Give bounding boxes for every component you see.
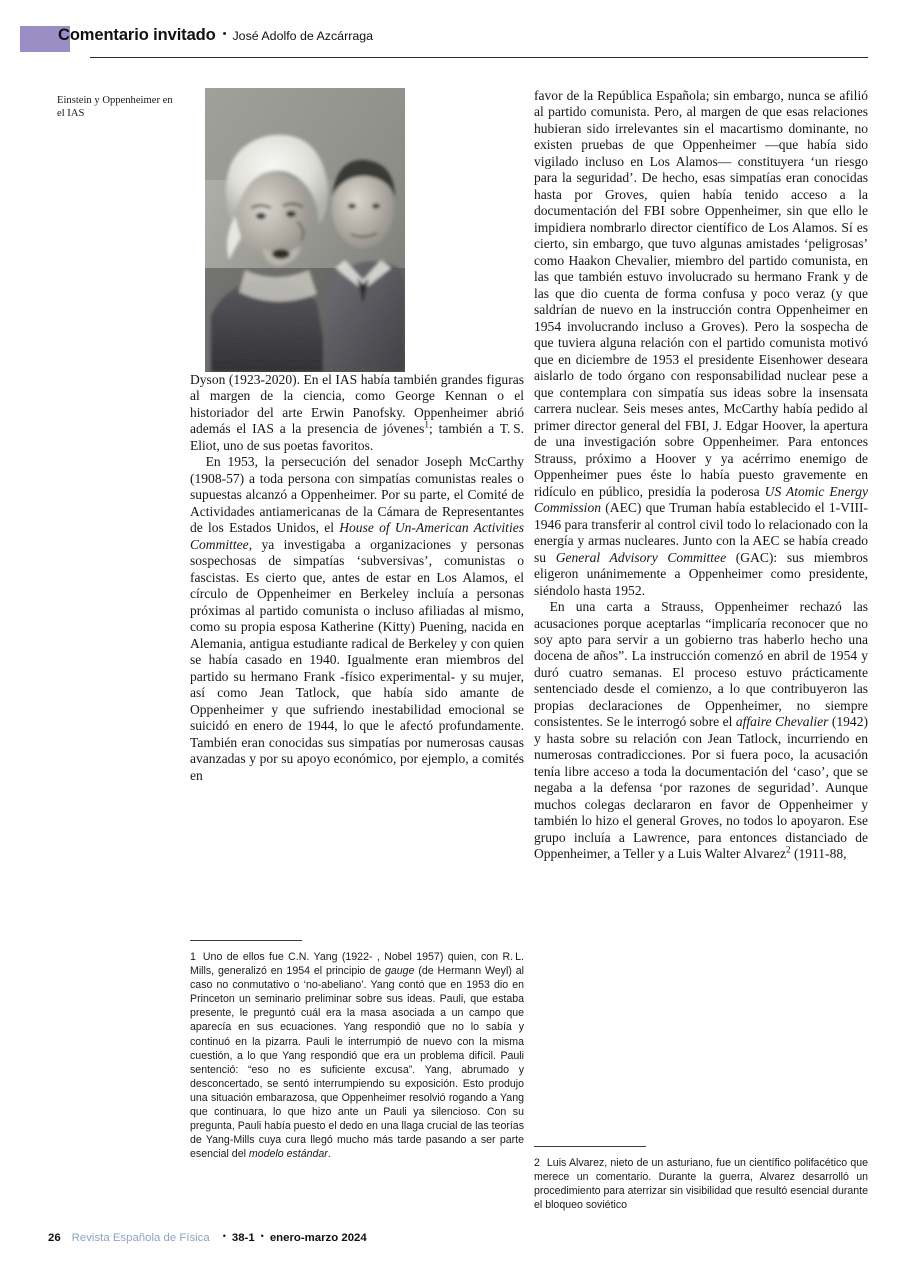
header-text-group — [58, 26, 373, 52]
right-column-body — [534, 88, 868, 863]
journal-name: Revista Española de Física — [71, 1232, 210, 1244]
page-header — [20, 26, 868, 60]
footer-bullet-icon-2: • — [260, 1231, 264, 1241]
footnote-block-right — [534, 1146, 868, 1212]
footer-bullet-icon-1: • — [222, 1231, 226, 1241]
footnote-paragraph: 1 Uno de ellos fue C.N. Yang (1922- , Nobel 1957) quien, con R. L. Mills, generalizó en 1954 el principio de gauge (de Hermann Weyl) al caso no conmutativo o ‘no-abeliano’. Yang contó que en 1953 dio en Princeton un seminario preliminar sobre sus ideas. Pauli, que estaba presente, le preguntó cuál era la masa asociada a un campo que aparecía en sus ecuaciones. Yang respondió que no lo sabía y continuó en la pizarra. Pauli le interrumpió de nuevo con la misma cuestión, a lo que Yang respondió que era un problema difícil. Pauli sentenció: “eso no es suficiente excusa”. Yang, abrumado y desconcertado, se sentó interrumpiendo su exposición. Esto produjo una situación embarazosa, que Oppenheimer resolvió rogando a Yang que continuara, lo que hizo ante un Pauli ya silencioso. Con su pregunta, Pauli había puesto el dedo en una llaga crucial de las teorías de Yang-Mills cuya cura llegó mucho más tarde pasando a ser parte esencial del modelo estándar. — [190, 951, 524, 1161]
section-label: Comentario invitado — [58, 26, 216, 44]
footnote-text-right — [534, 1156, 868, 1212]
figure-caption: Einstein y Oppenheimer en el IAS — [57, 95, 173, 119]
header-divider — [90, 57, 868, 58]
paragraph: Dyson (1923-2020). En el IAS había también grandes figuras al margen de la ciencia, como George Kennan o el historiador del arte Erwin Panofsky. Oppenheimer abrió además el IAS a la presencia de jóvenes$^1$; también a T. S. Eliot, uno de sus poetas favoritos. — [190, 372, 524, 453]
footnote-text-left — [190, 950, 524, 1161]
footnote-divider-right — [534, 1146, 646, 1147]
footnote-number: 2 — [534, 1157, 540, 1169]
footnote-number: 1 — [190, 951, 196, 963]
header-bullet-icon: • — [222, 28, 227, 40]
paragraph: favor de la República Española; sin embargo, nunca se afilió al partido comunista. Pero, al margen de que esas relaciones hubieran sido irrelevantes sin el macartismo dominante, no existen pruebas de que Oppenheimer —que había sido vigilado incluso en Los Alamos— constituyera ‘un riesgo para la seguridad’. De hecho, esas simpatías eran conocidas hasta por Groves, quien había tenido acceso a la documentación del FBI sobre Oppenheimer, sin que ello le impidiera nombrarlo director científico de Los Alamos. Sí es cierto, sin embargo, que tuvo algunas amistades ‘peligrosas’ como Haakon Chevalier, miembro del partido comunista, en las que también estuvo involucrado su hermano Frank y de las que dio cuenta de forma confusa y poco veraz (y que saldrían de nuevo en la instrucción contra Oppenheimer en 1954 involucrando incluso a Groves). Pero la sospecha de que tuviera alguna relación con el partido comunista motivó que en diciembre de 1953 el presidente Eisenhower deseara aislarlo de todo órgano con responsabilidad nuclear pese a que contemplara con simpatía sus ideas sobre la insensata carrera nuclear. Seis meses antes, McCarthy había pedido al primer director general del FBI, J. Edgar Hoover, la apertura de una investigación sobre Oppenheimer. Para entonces Strauss, próximo a Hoover y ya acérrimo enemigo de Oppenheimer pues éste lo había puesto gravemente en ridículo en público, presidía la poderosa US Atomic Energy Commission (AEC) que Truman había establecido el 1-VIII-1946 para transferir al control civil todo lo relacionado con la energía y armas nucleares. Junto con la AEC se había creado su General Advisory Committee (GAC): sus miembros eligeron unánimemente a Oppenheimer como presidente, siéndolo hasta 1952. — [534, 88, 869, 598]
paragraph: En 1953, la persecución del senador Joseph McCarthy (1908-57) a toda persona con simpatías comunistas reales o supuestas alcanzó a Oppenheimer. Por su parte, el Comité de Actividades antiamericanas de la Cámara de Representantes de los Estados Unidos, el House of Un-American Activities Committee, ya investigaba a organizaciones y personas sospechosas de simpatías ‘subversivas’, comunistas o fascistas. Es cierto que, antes de estar en Los Alamos, el círculo de Oppenheimer en Berkeley incluía a personas próximas al partido comunista o incluso afiliadas al mismo, como su propia esposa Katherine (Kitty) Puening, nacida en Alemania, antigua estudiante radical de Berkeley y con quien se había casado en 1940. Igualmente eran miembros del partido su hermano Frank -físico experimental- y su mujer, así como Jean Tatlock, que había sido amante de Oppenheimer y que sufriendo inestabilidad emocional se suicidó en enero de 1944, lo que le afectó profundamente. También eran conocidas sus simpatías por numerosas causas avanzadas y por su apoyo económico, por ejemplo, a comités en — [190, 454, 524, 783]
left-text-column — [190, 88, 524, 784]
right-text-column — [534, 88, 868, 863]
left-column-body — [190, 88, 524, 784]
footnote-paragraph: 2 Luis Alvarez, nieto de un asturiano, fue un científico polifacético que merece un comentario. Durante la guerra, Alvarez desarrolló un procedimiento para aterrizar sin visibilidad que resultó esencial durante el bloqueo soviético — [534, 1157, 868, 1212]
footnote-divider-left — [190, 940, 302, 941]
paragraph: En una carta a Strauss, Oppenheimer rechazó las acusaciones porque aceptarlas “implicaría reconocer que no soy apto para servir a un gobierno tras haberlo hecho una docena de años”. La instrucción comenzó en abril de 1954 y duró cuatro semanas. El proceso estuvo prácticamente sentenciado desde el comienzo, a lo que contribuyeron las propias declaraciones de Oppenheimer, no siempre consistentes. Se le interrogó sobre el affaire Chevalier (1942) y hasta sobre su relación con Jean Tatlock, incurriendo en numerosas contradicciones. Por si fuera poco, la acusación tenía libre acceso a toda la documentación del ‘caso’, que se negaba a la defensa ‘por razones de seguridad’. Aunque muchos colegas declararon en favor de Oppenheimer y también lo hizo el general Groves, no todos lo apoyaron. Ese grupo incluía a Lawrence, para entonces distanciado de Oppenheimer, a Teller y a Luis Walter Alvarez$^2$ (1911-88, — [534, 599, 868, 862]
page-footer — [48, 1232, 367, 1244]
page-number: 26 — [48, 1232, 61, 1244]
journal-issue-date: enero-marzo 2024 — [269, 1232, 367, 1244]
footnote-block-left — [190, 940, 524, 1161]
journal-volume: 38-1 — [231, 1232, 255, 1244]
article-author: José Adolfo de Azcárraga — [232, 29, 374, 43]
